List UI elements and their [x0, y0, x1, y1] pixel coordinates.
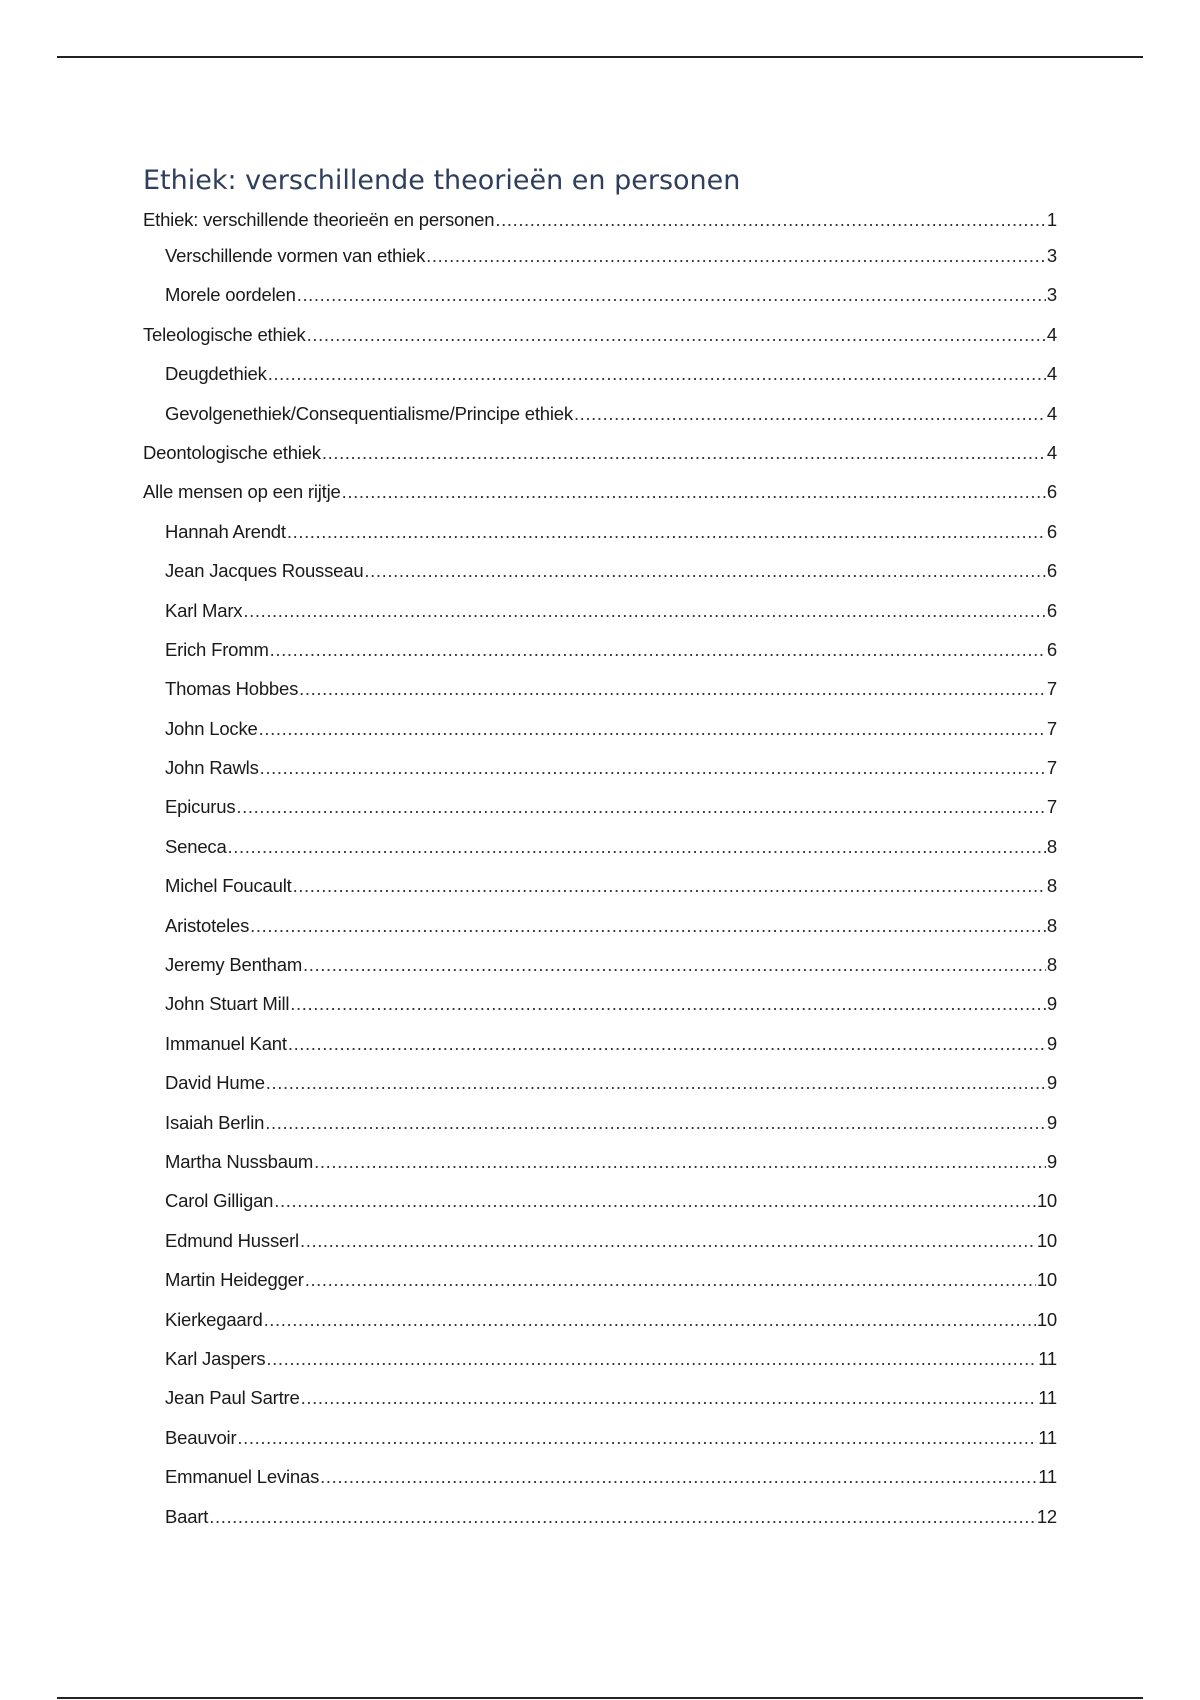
toc-entry-page-number: 4 — [1046, 323, 1057, 345]
toc-dot-leader — [320, 1457, 1037, 1496]
toc-dot-leader — [274, 1181, 1036, 1220]
toc-entry-page-number: 9 — [1046, 1072, 1057, 1094]
toc-entry[interactable] — [143, 1457, 1057, 1496]
toc-entry-label: Morele oordelen — [165, 284, 296, 306]
toc-dot-leader — [322, 433, 1046, 472]
toc-entry-label: Deontologische ethiek — [143, 441, 321, 463]
toc-entry-label: Michel Foucault — [165, 875, 292, 897]
toc-entry-page-number: 1 — [1046, 209, 1057, 230]
toc-entry-label: Jean Jacques Rousseau — [165, 560, 364, 582]
toc-dot-leader — [264, 1300, 1036, 1339]
toc-entry[interactable] — [143, 1418, 1057, 1457]
toc-dot-leader — [342, 472, 1046, 511]
toc-dot-leader — [300, 1221, 1036, 1260]
toc-entry-page-number: 6 — [1046, 520, 1057, 542]
toc-entry-label: John Rawls — [165, 757, 259, 779]
footer-rule — [57, 1697, 1143, 1699]
toc-entry-page-number: 8 — [1046, 835, 1057, 857]
toc-entry-page-number: 10 — [1036, 1229, 1057, 1251]
toc-dot-leader — [293, 866, 1046, 905]
toc-entry-label: Deugdethiek — [165, 363, 267, 385]
toc-dot-leader — [495, 203, 1046, 236]
toc-entry[interactable] — [143, 787, 1057, 826]
toc-entry-page-number: 8 — [1046, 954, 1057, 976]
toc-entry-label: Karl Jaspers — [165, 1347, 266, 1369]
toc-entry[interactable] — [143, 354, 1057, 393]
toc-dot-leader — [243, 591, 1046, 630]
toc-entry-page-number: 9 — [1046, 1111, 1057, 1133]
toc-entry[interactable] — [143, 827, 1057, 866]
toc-entry[interactable] — [143, 203, 1057, 236]
toc-entry-label: Emmanuel Levinas — [165, 1466, 320, 1488]
toc-entry-label: Ethiek: verschillende theorieën en personen — [143, 209, 495, 230]
toc-entry-label: David Hume — [165, 1072, 265, 1094]
toc-list — [143, 203, 1057, 1536]
toc-entry[interactable] — [143, 1142, 1057, 1181]
toc-dot-leader — [426, 236, 1046, 275]
toc-entry[interactable] — [143, 472, 1057, 511]
toc-entry[interactable] — [143, 984, 1057, 1023]
toc-entry-label: Carol Gilligan — [165, 1190, 274, 1212]
toc-entry[interactable] — [143, 433, 1057, 472]
toc-entry[interactable] — [143, 512, 1057, 551]
toc-entry-page-number: 3 — [1046, 284, 1057, 306]
toc-entry-page-number: 4 — [1046, 402, 1057, 424]
toc-dot-leader — [259, 709, 1046, 748]
toc-entry-label: Erich Fromm — [165, 638, 269, 660]
toc-entry-page-number: 10 — [1036, 1190, 1057, 1212]
toc-entry-page-number: 11 — [1038, 1426, 1057, 1448]
toc-dot-leader — [299, 669, 1046, 708]
toc-dot-leader — [287, 512, 1046, 551]
toc-entry-label: John Locke — [165, 717, 258, 739]
toc-dot-leader — [268, 354, 1046, 393]
toc-entry[interactable] — [143, 945, 1057, 984]
toc-entry-page-number: 8 — [1046, 875, 1057, 897]
toc-entry[interactable] — [143, 748, 1057, 787]
toc-entry-label: Thomas Hobbes — [165, 678, 299, 700]
toc-dot-leader — [265, 1103, 1046, 1142]
toc-dot-leader — [364, 551, 1046, 590]
toc-entry-label: Teleologische ethiek — [143, 323, 306, 345]
toc-entry-page-number: 7 — [1046, 717, 1057, 739]
toc-entry[interactable] — [143, 1181, 1057, 1220]
toc-entry-label: Seneca — [165, 835, 227, 857]
toc-entry[interactable] — [143, 1063, 1057, 1102]
toc-entry-page-number: 6 — [1046, 599, 1057, 621]
toc-entry-page-number: 6 — [1046, 560, 1057, 582]
toc-dot-leader — [288, 1024, 1046, 1063]
toc-entry-page-number: 9 — [1046, 993, 1057, 1015]
toc-entry-page-number: 6 — [1046, 638, 1057, 660]
toc-entry-page-number: 6 — [1046, 481, 1057, 503]
toc-entry-page-number: 3 — [1046, 245, 1057, 266]
toc-entry-page-number: 9 — [1046, 1032, 1057, 1054]
toc-entry-page-number: 4 — [1046, 363, 1057, 385]
toc-entry-label: Isaiah Berlin — [165, 1111, 265, 1133]
toc-dot-leader — [303, 945, 1046, 984]
toc-entry-page-number: 11 — [1038, 1347, 1057, 1369]
toc-entry[interactable] — [143, 551, 1057, 590]
toc-entry-page-number: 8 — [1046, 914, 1057, 936]
toc-dot-leader — [270, 630, 1046, 669]
toc-dot-leader — [228, 827, 1046, 866]
toc-entry[interactable] — [143, 866, 1057, 905]
toc-entry-page-number: 10 — [1036, 1269, 1057, 1291]
toc-entry[interactable] — [143, 1378, 1057, 1417]
toc-entry-label: Martha Nussbaum — [165, 1150, 314, 1172]
toc-entry-label: Gevolgenethiek/Consequentialisme/Principe ethiek — [165, 402, 573, 424]
toc-entry-label: Martin Heidegger — [165, 1269, 304, 1291]
toc-entry[interactable] — [143, 1024, 1057, 1063]
toc-entry-label: Hannah Arendt — [165, 520, 286, 542]
toc-entry-label: Immanuel Kant — [165, 1032, 287, 1054]
toc-entry[interactable] — [143, 275, 1057, 314]
toc-entry-page-number: 12 — [1036, 1505, 1057, 1527]
toc-entry-page-number: 7 — [1046, 757, 1057, 779]
toc-entry[interactable] — [143, 1497, 1057, 1536]
toc-entry[interactable] — [143, 315, 1057, 354]
toc-entry-label: Jeremy Bentham — [165, 954, 303, 976]
toc-entry-label: Aristoteles — [165, 914, 250, 936]
toc-dot-leader — [301, 1378, 1038, 1417]
toc-entry[interactable] — [143, 236, 1057, 275]
toc-entry-page-number: 9 — [1046, 1150, 1057, 1172]
toc-entry-page-number: 7 — [1046, 796, 1057, 818]
toc-dot-leader — [260, 748, 1046, 787]
toc-dot-leader — [290, 984, 1046, 1023]
toc-entry-label: Epicurus — [165, 796, 236, 818]
toc-entry-label: Alle mensen op een rijtje — [143, 481, 341, 503]
toc-entry[interactable] — [143, 630, 1057, 669]
toc-dot-leader — [314, 1142, 1046, 1181]
toc-dot-leader — [305, 1260, 1036, 1299]
toc-entry[interactable] — [143, 669, 1057, 708]
toc-dot-leader — [209, 1497, 1036, 1536]
toc-entry-label: Baart — [165, 1505, 209, 1527]
toc-entry[interactable] — [143, 394, 1057, 433]
toc-entry[interactable] — [143, 1221, 1057, 1260]
toc-entry-page-number: 11 — [1038, 1466, 1057, 1488]
toc-entry[interactable] — [143, 906, 1057, 945]
toc-entry-page-number: 11 — [1038, 1387, 1057, 1409]
toc-entry-label: Kierkegaard — [165, 1308, 263, 1330]
toc-entry-label: Karl Marx — [165, 599, 243, 621]
toc-entry[interactable] — [143, 1103, 1057, 1142]
toc-title: Ethiek: verschillende theorieën en personen — [143, 165, 741, 196]
toc-dot-leader — [266, 1339, 1037, 1378]
toc-entry-label: Verschillende vormen van ethiek — [165, 245, 426, 266]
toc-entry-label: Jean Paul Sartre — [165, 1387, 300, 1409]
toc-entry-label: Beauvoir — [165, 1426, 237, 1448]
toc-entry[interactable] — [143, 591, 1057, 630]
header-rule — [57, 56, 1143, 58]
toc-entry-page-number: 4 — [1046, 441, 1057, 463]
toc-entry[interactable] — [143, 1300, 1057, 1339]
toc-dot-leader — [297, 275, 1046, 314]
toc-entry-label: Edmund Husserl — [165, 1229, 299, 1251]
toc-dot-leader — [266, 1063, 1046, 1102]
toc-entry[interactable] — [143, 1260, 1057, 1299]
toc-entry[interactable] — [143, 709, 1057, 748]
toc-dot-leader — [574, 394, 1046, 433]
toc-entry-page-number: 7 — [1046, 678, 1057, 700]
toc-dot-leader — [307, 315, 1046, 354]
toc-entry-page-number: 10 — [1036, 1308, 1057, 1330]
toc-dot-leader — [236, 787, 1046, 826]
table-of-contents — [143, 162, 1057, 1536]
toc-dot-leader — [237, 1418, 1037, 1457]
toc-dot-leader — [250, 906, 1046, 945]
toc-entry-label: John Stuart Mill — [165, 993, 290, 1015]
toc-entry[interactable] — [143, 1339, 1057, 1378]
